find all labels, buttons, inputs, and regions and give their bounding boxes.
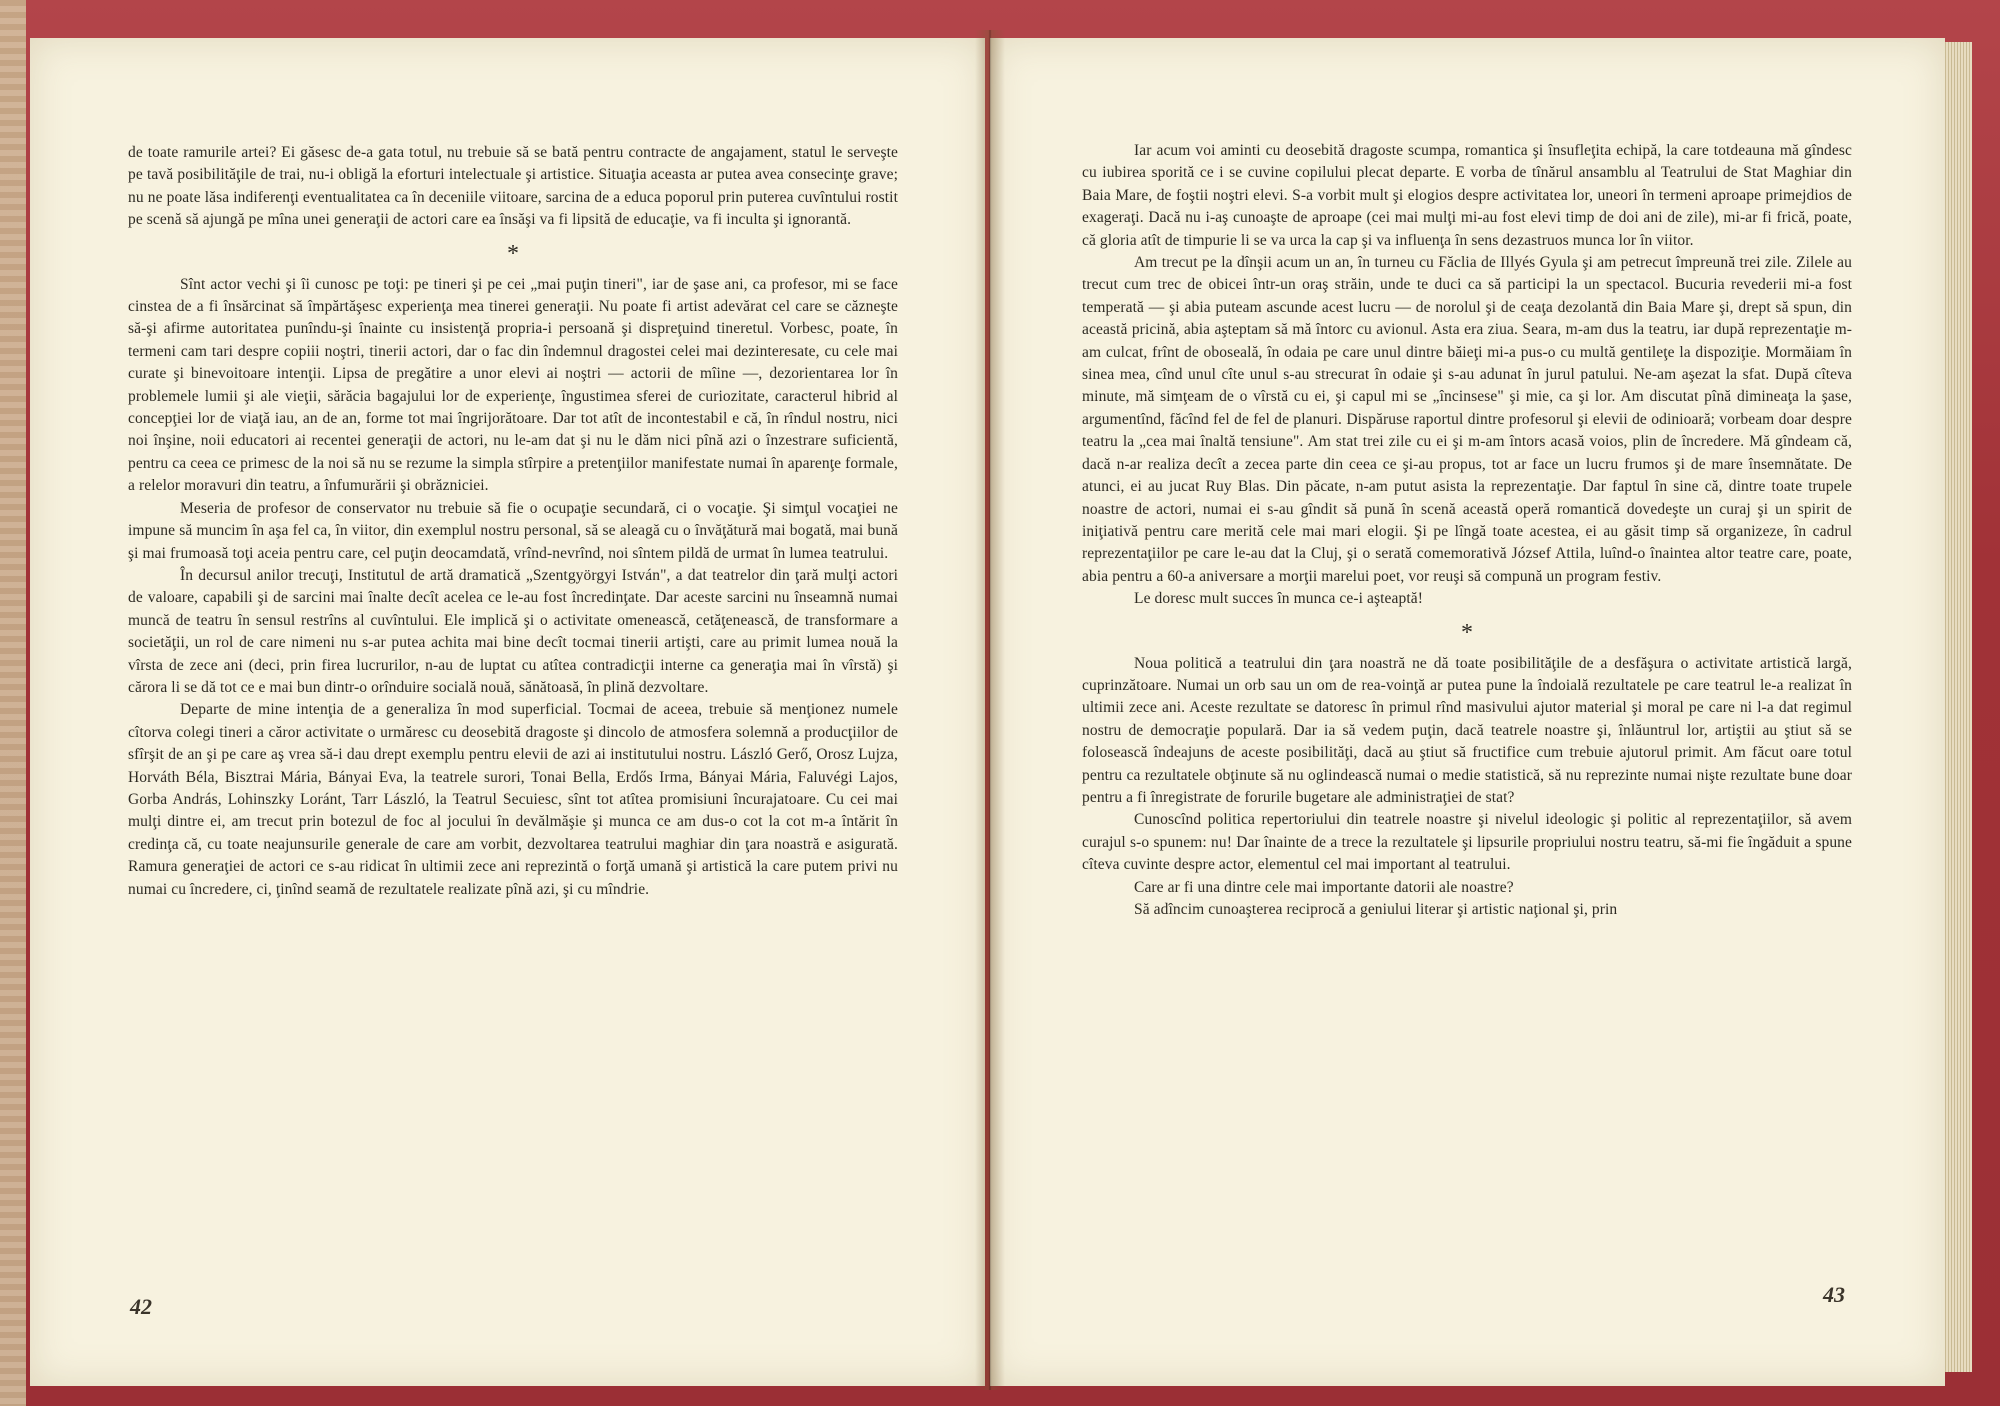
paragraph: Cunoscînd politica repertoriului din teatrele noastre şi nivelul ideologic şi politic al reprezentaţiilor, să avem curajul s-o spunem: nu! Dar înainte de a trece la rezultatele şi lipsurile propriului nostru teatru, să-mi fie îngăduit a spune cîteva cuvinte despre actor, elementul cel mai important al teatrului.	[1082, 811, 1852, 874]
paragraph: Iar acum voi aminti cu deosebită dragoste scumpa, romantica şi însufleţita echipă, la care totdeauna mă gîndesc cu iubirea sporită ce i se cuvine copilului plecat departe. E vorba de tînărul ansamblu al Teatrului de Stat Maghiar din Baia Mare, de foştii noştri elevi. S-a vorbit mult şi elogios despre activitatea lor, uneori în termeni aproape primejdios de exageraţi. Dacă nu i-aş cunoaşte de aproape (cei mai mulţi mi-au fost elevi timp de doi ani de zile), mi-ar fi frică, poate, că gloria atît de timpurie li se va urca la cap şi va influenţa în sens dezastruos munca lor în viitor.	[1082, 142, 1852, 249]
paragraph: Noua politică a teatrului din ţara noastră ne dă toate posibilităţile de a desfăşura o activitate artistică largă, cuprinzătoare. Numai un orb sau un om de rea-voinţă ar putea pune la îndoială rezultatele pe care teatrul le-a realizat în ultimii zece ani. Aceste rezultate se datoresc în primul rînd masivului ajutor material şi moral pe care ni l-a dat regimul nostru de democraţie populară. Dar ia să vedem puţin, dacă teatrele noastre şi, înlăuntrul lor, artiştii au ştiut să se folosească îndeajuns de aceste posibilităţi, dacă au ştiut să fructifice cum trebuie ajutorul primit. Am făcut oare totul pentru ca rezultatele obţinute să nu oglindească numai o medie statistică, să nu reprezinte numai nişte rezultate bune doar pentru a fi înregistrate de forurile bugetare ale administraţiei de stat?	[1082, 654, 1852, 806]
paragraph: Care ar fi una dintre cele mai importante datorii ale noastre?	[1134, 878, 1514, 896]
paragraph: Meseria de profesor de conservator nu trebuie să fie o ocupaţie secundară, ci o vocaţie. Şi simţul vocaţiei ne impune să muncim în aşa fel ca, în viitor, din exemplul nostru personal, să se aleagă cu o învăţătură mai bogată, mai bună şi mai frumoasă toţi aceia pentru care, cel puţin deocamdată, vrînd-nevrînd, noi sîntem pildă de urmat în lumea teatrului.	[128, 499, 898, 562]
paragraph: Să adîncim cunoaşterea reciprocă a geniului literar şi artistic naţional şi, prin	[1134, 901, 1618, 918]
section-separator: *	[506, 240, 520, 267]
paragraph: În decursul anilor trecuţi, Institutul de artă dramatică „Szentgyörgyi István", a dat teatrelor din ţară mulţi actori de valoare, capabili şi de sarcini mai înalte decît acelea ce le-au fost încredinţate. Dar aceste sarcini nu înseamnă numai muncă de teatru în sensul restrîns al cuvîntului. Ele implică şi o activitate omenească, cetăţenească, de transformare a societăţii, un rol de care nimeni nu s-ar putea achita mai bine decît tocmai tinerii artişti, care au primit lumea nouă la vîrsta de zece ani (deci, prin firea lucrurilor, n-au de luptat cu atîtea contradicţii interne ca generaţia mai în vîrstă) şi cărora li se dă tot ce e mai bun dintr-o orînduire socială nouă, sănătoasă, în plină dezvoltare.	[128, 566, 898, 696]
right-page	[990, 38, 1945, 1386]
page-number: 42	[130, 1294, 152, 1319]
book-edge-left	[0, 0, 26, 1406]
paragraph: Sînt actor vechi şi îi cunosc pe toţi: pe tineri şi pe cei „mai puţin tineri", iar de şase ani, ca profesor, mi se face cinstea de a fi însărcinat să împărtăşesc experienţa mea tinerei generaţii. Nu poate fi artist adevărat cel care se căzneşte să-şi afirme autoritatea punîndu-şi înainte cu insistenţă propria-i persoană şi dispreţuind tineretul. Vorbesc, poate, în termeni cam tari despre copiii noştri, tinerii actori, dar o fac din îndemnul dragostei celei mai dezinteresate, cu cele mai curate şi binevoitoare intenţii. Lipsa de pregătire a unor elevi ai noştri — actorii de mîine —, dezorientarea lor în problemele lumii şi ale vieţii, sărăcia bagajului lor de experienţe, îngustimea sferei de curiozitate, caracterul hibrid al concepţiei lor de viaţă iau, an de an, forme tot mai îngrijorătoare. Dar tot atît de incontestabil e că, în rîndul nostru, nici noi înşine, noii educatori ai recentei generaţii de actori, nu le-am dat şi nu le dăm nici pînă azi o înzestrare suficientă, pentru ca ceea ce primesc de la noi să nu se rezume la simpla stîrpire a pretenţiilor manifestate numai în aparenţe formale, a relelor moravuri din teatru, a înfumurării şi obrăzniciei.	[128, 275, 898, 495]
right-page-text	[1082, 140, 1852, 921]
paragraph: Am trecut pe la dînşii acum un an, în turneu cu Făclia de Illyés Gyula şi am petrecut împreună trei zile. Zilele au trecut cum trec de obicei într-un oraş străin, unde te duci ca să participi la un spectacol. Bucuria revederii mi-a fost temperată — şi abia puteam ascunde acest lucru — de norolul şi de ceaţa dezolantă din Baia Mare şi, drept să spun, din această pricină, abia aşteptam să mă întorc cu avionul. Asta era ziua. Seara, m-am dus la teatru, iar după reprezentaţie m-am culcat, frînt de oboseală, în odaia pe care unul dintre băieţi mi-a pus-o cu multă gentileţe la dispoziţie. Mormăiam în sinea mea, cînd unul cîte unul s-au strecurat în odaie şi s-au adunat în jurul patului. Ne-am aşezat la sfat. După cîteva minute, mă simţeam de o vîrstă cu ei, şi capul mi se „încinsese" şi mie, ca şi lor. Am discutat pînă dimineaţa la şase, argumentînd, făcînd fel de fel de planuri. Dispăruse raportul dintre profesorul şi elevii de odinioară; vorbeam doar despre teatru la „cea mai înaltă tensiune". Am stat trei zile cu ei şi m-am întors acasă voios, plin de încredere. Mă gîndeam că, dacă n-ar realiza decît a zecea parte din ceea ce şi-au propus, tot ar face un lucru frumos şi de mare însemnătate. De atunci, ei au jucat Ruy Blas. Din păcate, n-am putut asista la reprezentaţie. Dar faptul în sine că, dintre toate trupele noastre de actori, numai ei s-au gîndit să pună în scenă această operă romantică dovedeşte un curaj şi un spirit de iniţiativă pentru care merită cele mai mari elogii. Şi pe lîngă toate acestea, ei au găsit timp să organizeze, în cadrul reprezentaţiilor pe care le-au dat la Cluj, şi o serată comemorativă József Attila, luînd-o înaintea altor teatre care, poate, abia pentru a 60-a aniversare a morţii marelui poet, vor reuşi să compună un program festiv.	[1082, 254, 1852, 585]
paragraph: Le doresc mult succes în munca ce-i aşteaptă!	[1134, 590, 1423, 608]
section-separator: *	[1460, 619, 1474, 646]
left-page	[30, 38, 985, 1386]
book-gutter	[975, 30, 1005, 1390]
paragraph: Departe de mine intenţia de a generaliza în mod superficial. Tocmai de aceea, trebuie să menţionez numele cîtorva colegi tineri a căror activitate o urmăresc cu deosebită dragoste şi dincolo de atmosfera solemnă a producţiilor de sfîrşit de an şi pe care aş vrea să-i dau drept exemplu pentru elevii de azi ai institutului nostru. László Gerő, Orosz Lujza, Horváth Béla, Bisztrai Mária, Bányai Eva, la teatrele surori, Tonai Bella, Erdős Irma, Bányai Mária, Faluvégi Lajos, Gorba András, Lohinszky Loránt, Tarr László, la Teatrul Secuiesc, sînt tot atîtea promisiuni încurajatoare. Cu cei mai mulţi dintre ei, am trecut prin botezul de foc al jocului în devălmăşie şi munca ce am dus-o cot la cot m-a întărit în credinţa că, cu toate neajunsurile generale de care am vorbit, dezvoltarea teatrului maghiar din ţara noastră e asigurată. Ramura generaţiei de actori ce s-au ridicat în ultimii zece ani reprezintă o forţă umană şi artistică la care putem privi nu numai cu încredere, ci, ţinînd seamă de rezultatele realizate pînă azi, şi cu mîndrie.	[128, 701, 898, 898]
left-page-text	[128, 142, 898, 901]
paragraph: de toate ramurile artei? Ei găsesc de-a gata totul, nu trebuie să se bată pentru contracte de angajament, statul le serveşte pe tavă posibilităţile de trai, nu-i obligă la eforturi intelectuale şi artistice. Situaţia aceasta ar putea avea consecinţe grave; nu ne poate lăsa indiferenţi eventualitatea ca în deceniile viitoare, sarcina de a educa poporul prin puterea cuvîntului rostit pe scenă să ajungă pe mîna unei generaţii de actori care ea însăşi va fi lipsită de educaţie, va fi inculta şi ignorantă.	[128, 144, 898, 229]
page-number: 43	[1823, 1282, 1845, 1307]
